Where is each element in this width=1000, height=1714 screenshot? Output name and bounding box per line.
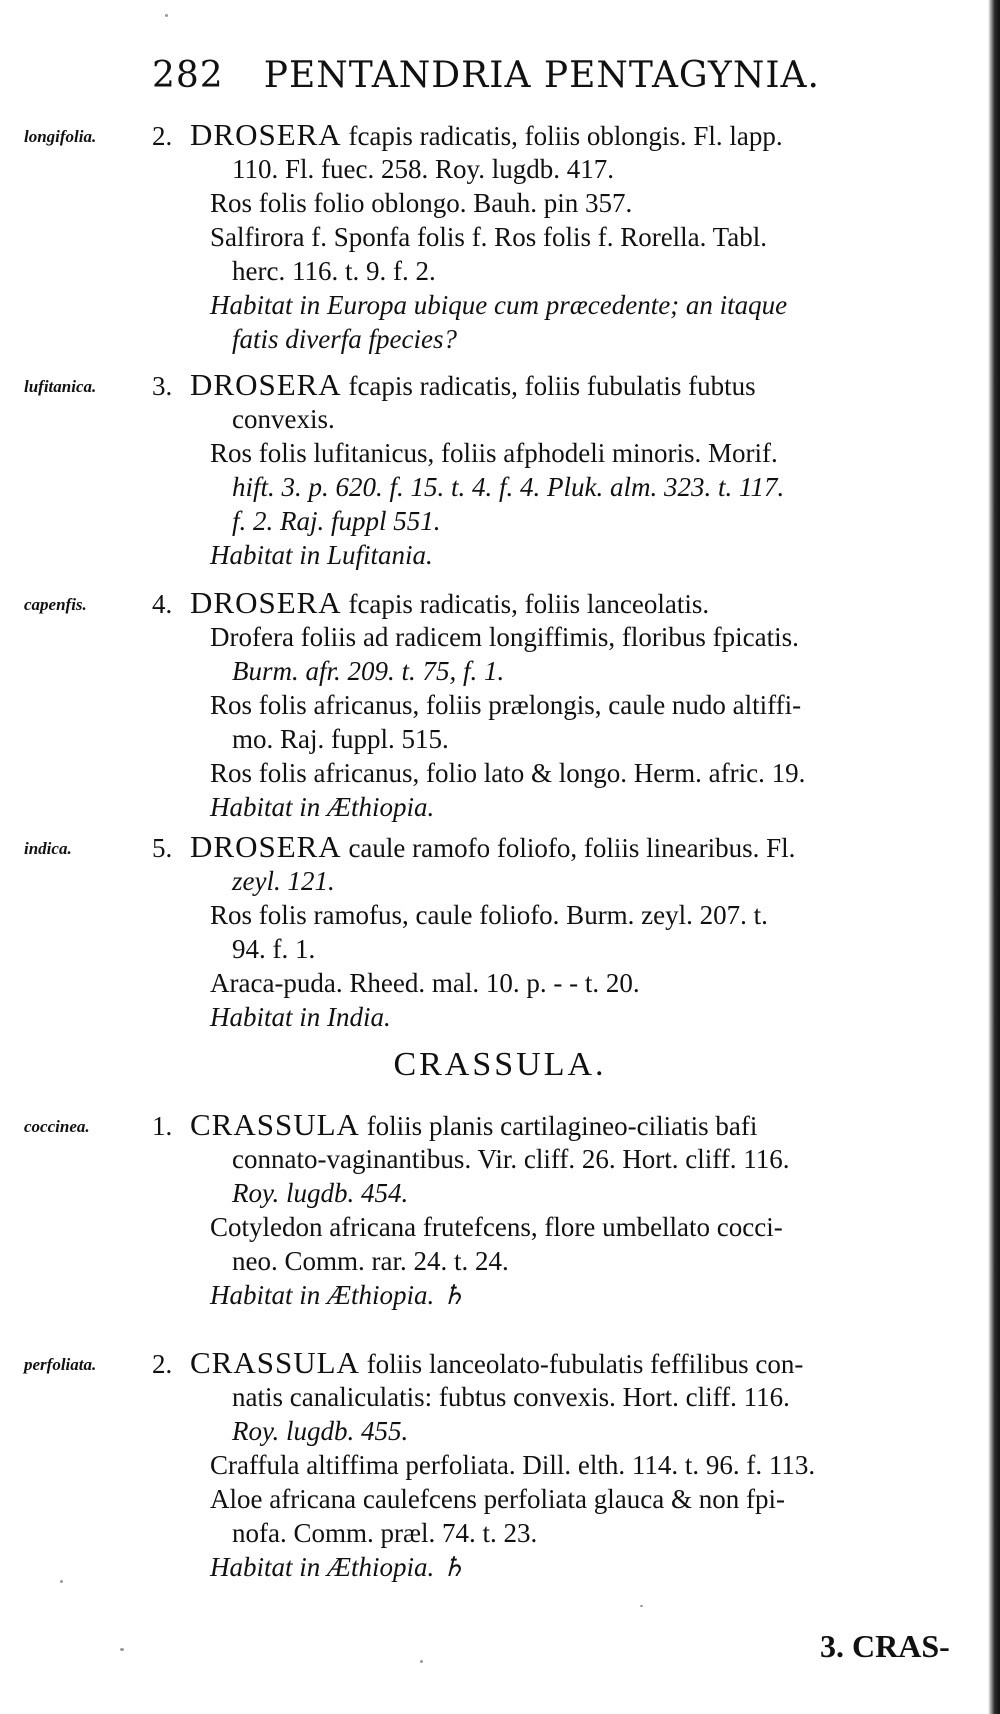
entry-number: 1. (152, 1111, 173, 1141)
margin-species-name: capenfis. (24, 595, 87, 614)
habitat-line: Habitat in India. (210, 1002, 391, 1032)
scan-speck (420, 1660, 423, 1663)
running-head-title: PENTANDRIA PENTAGYNIA. (263, 55, 820, 96)
entry-number: 2. (152, 121, 173, 151)
entry-number: 2. (152, 1349, 173, 1379)
scan-speck (165, 14, 168, 17)
catchword: 3. CRAS- (820, 1628, 950, 1664)
genus-name: DROSERA (190, 829, 342, 864)
page-number: 282 (152, 55, 224, 96)
diagnosis-text: foliis lanceolato-fubulatis feffilibus con- (359, 1349, 804, 1379)
habitat-line: Habitat in Æthiopia. (210, 792, 435, 822)
margin-species-name: lufitanica. (24, 377, 97, 396)
genus-name: DROSERA (190, 367, 342, 402)
entry-first-line (152, 118, 783, 153)
margin-species-name: longifolia. (24, 127, 97, 146)
margin-species-name: perfoliata. (24, 1355, 97, 1374)
diagnosis-text: fcapis radicatis, foliis fubulatis fubtus (341, 371, 756, 401)
entry-line: Ros folis folio oblongo. Bauh. pin 357. (210, 188, 633, 218)
entry-line: Drofera foliis ad radicem longiffimis, floribus fpicatis. (210, 622, 799, 652)
entry-line: Aloe africana caulefcens perfoliata glauca & non fpi- (210, 1484, 785, 1514)
entry-first-line (152, 1108, 757, 1143)
entry-number: 5. (152, 833, 173, 863)
diagnosis-text: fcapis radicatis, foliis oblongis. Fl. lapp. (341, 121, 783, 151)
genus-name: CRASSULA (190, 1107, 360, 1142)
entry-line: Burm. afr. 209. t. 75, f. 1. (232, 656, 505, 686)
entry-line: mo. Raj. fuppl. 515. (232, 724, 449, 754)
entry-line: Craffula altiffima perfoliata. Dill. elth. 114. t. 96. f. 113. (210, 1450, 816, 1480)
scan-speck (60, 1580, 63, 1583)
page-edge-shadow (988, 0, 1000, 1714)
entry-first-line (152, 586, 709, 621)
entry-line: connato-vaginantibus. Vir. cliff. 26. Hort. cliff. 116. (232, 1144, 790, 1174)
genus-name: CRASSULA (190, 1345, 360, 1380)
entry-line: zeyl. 121. (232, 866, 335, 896)
genus-name: DROSERA (190, 117, 342, 152)
entry-line: herc. 116. t. 9. f. 2. (232, 256, 436, 286)
entry-first-line (152, 368, 756, 403)
scan-speck (120, 1648, 124, 1651)
entry-line: Roy. lugdb. 455. (232, 1416, 409, 1446)
entry-line: neo. Comm. rar. 24. t. 24. (232, 1246, 509, 1276)
habitat-line: Habitat in Lufitania. (210, 540, 433, 570)
entry-line: Cotyledon africana frutefcens, flore umbellato cocci- (210, 1212, 783, 1242)
scan-speck (640, 1605, 643, 1607)
entry-line: Ros folis ramofus, caule foliofo. Burm. zeyl. 207. t. (210, 900, 768, 930)
entry-line: Araca-puda. Rheed. mal. 10. p. - - t. 20. (210, 968, 640, 998)
entry-number: 4. (152, 589, 173, 619)
entry-line: f. 2. Raj. fuppl 551. (232, 506, 441, 536)
entry-line: nofa. Comm. præl. 74. t. 23. (232, 1518, 538, 1548)
habitat-line: Habitat in Æthiopia. ♄ (210, 1552, 466, 1582)
entry-line: 110. Fl. fuec. 258. Roy. lugdb. 417. (232, 154, 614, 184)
entry-line: Roy. lugdb. 454. (232, 1178, 409, 1208)
entry-line: natis canaliculatis: fubtus convexis. Hort. cliff. 116. (232, 1382, 790, 1412)
diagnosis-text: foliis planis cartilagineo-ciliatis bafi (359, 1111, 758, 1141)
habitat-line: Habitat in Æthiopia. ♄ (210, 1280, 466, 1310)
entry-line: fatis diverfa fpecies? (232, 324, 457, 354)
entry-line: 94. f. 1. (232, 934, 316, 964)
entry-line: convexis. (232, 404, 335, 434)
entry-line: Ros folis lufitanicus, foliis afphodeli minoris. Morif. (210, 438, 778, 468)
section-heading: CRASSULA. (393, 1046, 607, 1083)
diagnosis-text: caule ramofo foliofo, foliis linearibus. Fl. (341, 833, 796, 863)
running-head (152, 54, 820, 98)
entry-line: hift. 3. p. 620. f. 15. t. 4. f. 4. Pluk. alm. 323. t. 117. (232, 472, 785, 502)
margin-species-name: coccinea. (24, 1117, 90, 1136)
genus-name: DROSERA (190, 585, 342, 620)
habitat-line: Habitat in Europa ubique cum præcedente; an itaque (210, 290, 788, 320)
entry-line: Ros folis africanus, foliis prælongis, caule nudo altiffi- (210, 690, 802, 720)
entry-line: Ros folis africanus, folio lato & longo. Herm. afric. 19. (210, 758, 806, 788)
diagnosis-text: fcapis radicatis, foliis lanceolatis. (341, 589, 710, 619)
entry-number: 3. (152, 371, 173, 401)
entry-first-line (152, 830, 795, 865)
entry-first-line (152, 1346, 803, 1381)
entry-line: Salfirora f. Sponfa folis f. Ros folis f. Rorella. Tabl. (210, 222, 768, 252)
margin-species-name: indica. (24, 839, 72, 858)
